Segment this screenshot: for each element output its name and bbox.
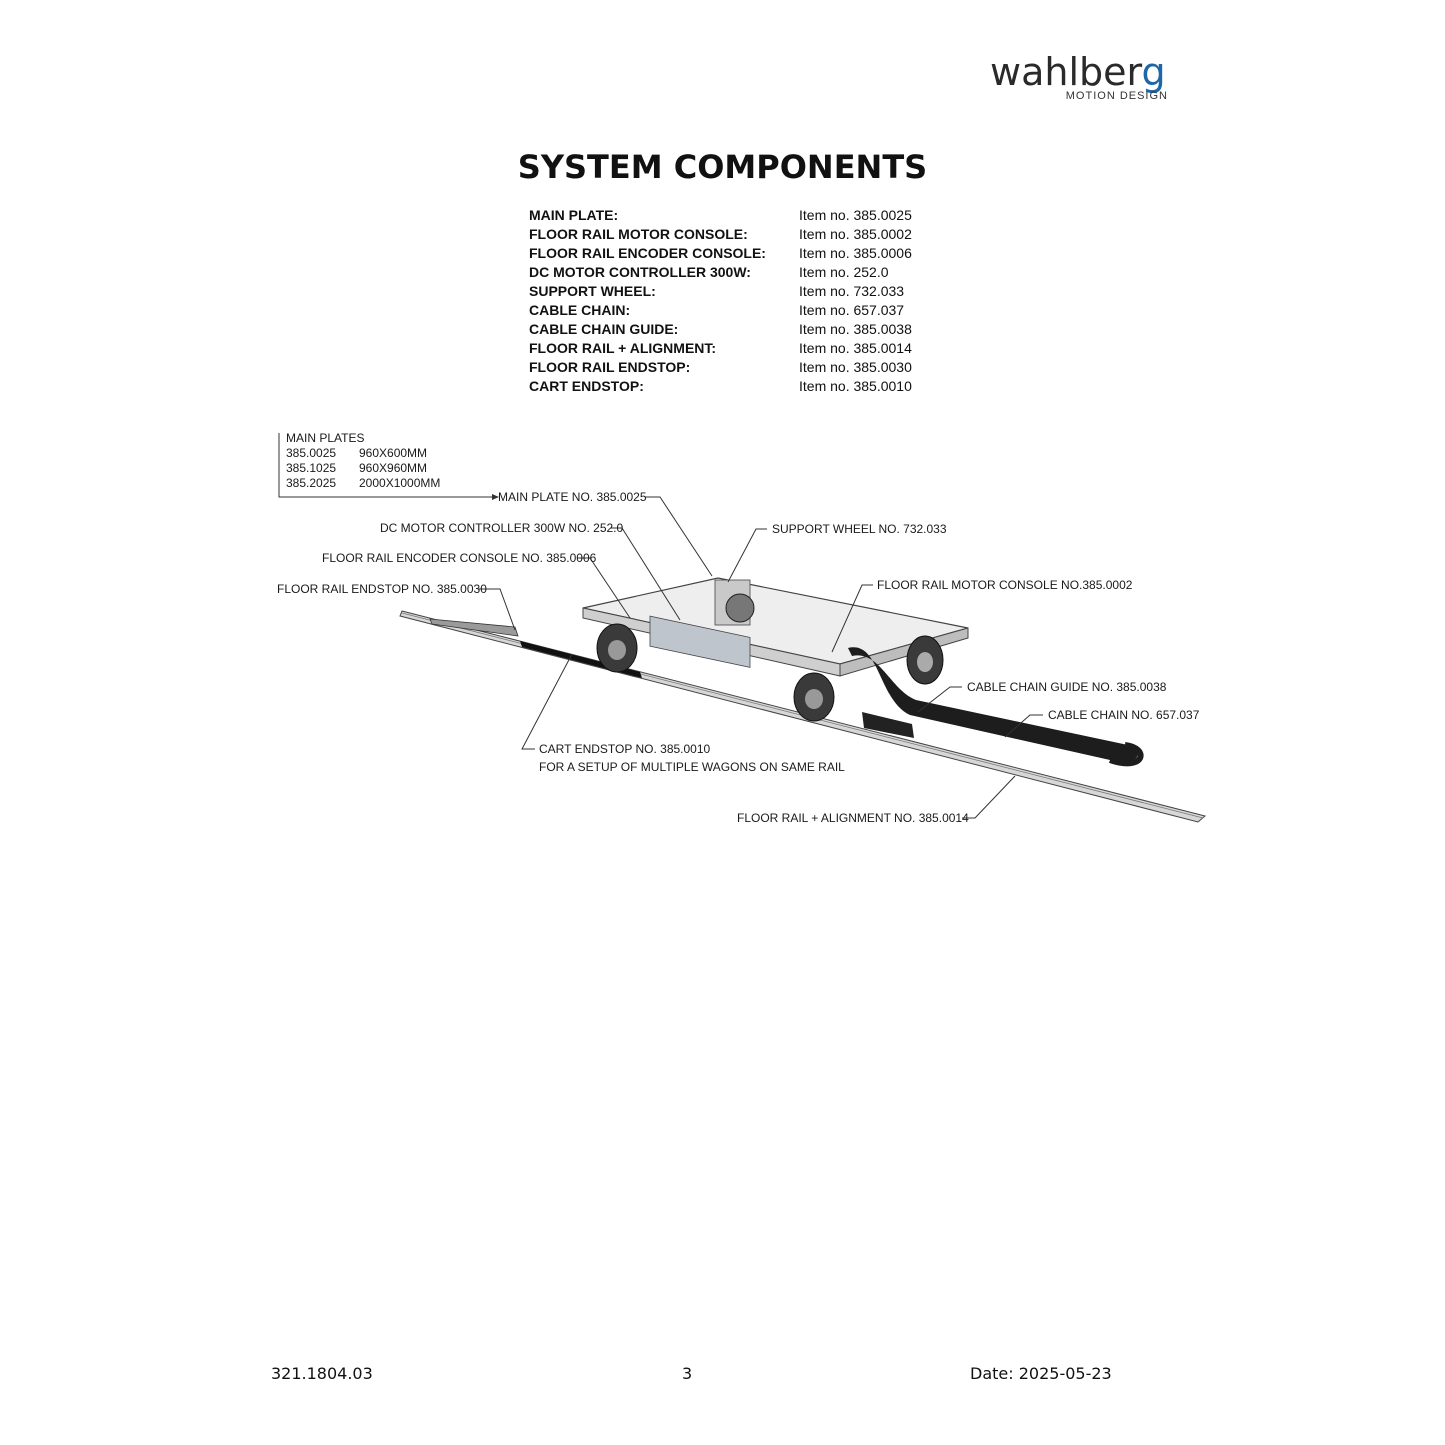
logo-subtitle: MOTION DESIGN [1065, 90, 1168, 102]
callout-dc-motor: DC MOTOR CONTROLLER 300W NO. 252.0 [380, 521, 624, 535]
cable-chain [848, 647, 1141, 763]
callout-cable-chain: CABLE CHAIN NO. 657.037 [1048, 708, 1200, 722]
callout-floor-rail: FLOOR RAIL + ALIGNMENT NO. 385.0014 [737, 811, 969, 825]
main-plate-size: 2000X1000MM [359, 476, 441, 490]
callout-chain-guide: CABLE CHAIN GUIDE NO. 385.0038 [967, 680, 1167, 694]
main-plates-legend [279, 431, 499, 500]
callout-motor-console: FLOOR RAIL MOTOR CONSOLE NO.385.0002 [877, 578, 1133, 592]
main-plate-no: 385.2025 [286, 476, 337, 490]
callout-support-wheel: SUPPORT WHEEL NO. 732.033 [772, 522, 947, 536]
main-plate-no: 385.0025 [286, 446, 337, 460]
footer-date: Date: 2025-05-23 [970, 1364, 1112, 1383]
logo-wordmark: wahlberg [990, 50, 1166, 94]
footer-page-number: 3 [682, 1364, 693, 1383]
callout-cart-endstop: CART ENDSTOP NO. 385.0010 [539, 742, 711, 756]
callout-main-plate: MAIN PLATE NO. 385.0025 [498, 490, 647, 504]
callout-encoder-console: FLOOR RAIL ENCODER CONSOLE NO. 385.0006 [322, 551, 597, 565]
main-plate-no: 385.1025 [286, 461, 337, 475]
main-plate-size: 960X600MM [359, 446, 428, 460]
callout-rail-endstop: FLOOR RAIL ENDSTOP NO. 385.0030 [277, 582, 487, 596]
footer-doc-number: 321.1804.03 [271, 1364, 373, 1383]
callout-cart-endstop-note: FOR A SETUP OF MULTIPLE WAGONS ON SAME RAIL [539, 760, 845, 774]
main-plate-size: 960X960MM [359, 461, 428, 475]
main-plates-heading: MAIN PLATES [286, 431, 365, 445]
page-title: SYSTEM COMPONENTS [517, 148, 928, 186]
